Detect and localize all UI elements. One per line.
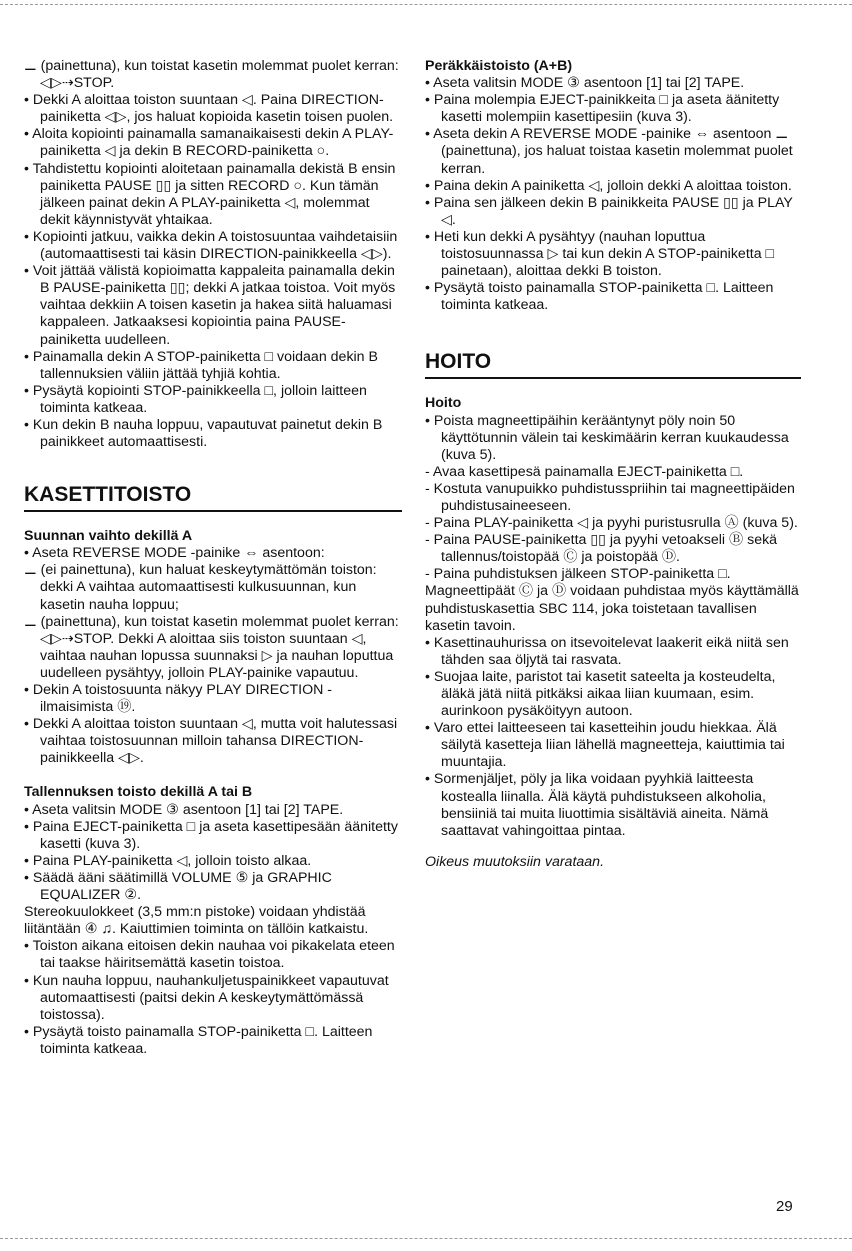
paragraph: - Paina puhdistuksen jälkeen STOP-painiketta □. <box>425 566 731 583</box>
paragraph: Stereokuulokkeet (3,5 mm:n pistoke) voidaan yhdistää liitäntään ④ ♫. Kaiuttimien toiminta on tällöin katkaistu. <box>24 904 369 938</box>
left-column <box>24 58 402 1058</box>
footer-note: Oikeus muutoksiin varataan. <box>425 853 605 870</box>
paragraph: • Sormenjäljet, pöly ja lika voidaan pyyhkiä laitteesta kostealla liinalla. Älä käytä puhdistukseen alkoholia, bensiiniä tai muita liuottimia sisältäviä aineita. Nämä saattavat vahingoittaa pintaa. <box>425 771 769 839</box>
paragraph: • Paina PLAY-painiketta ◁, jolloin toisto alkaa. <box>24 852 312 869</box>
subheading: Peräkkäistoisto (A+B) <box>425 58 573 74</box>
section-title-kasettitoisto: KASETTITOISTO <box>24 483 402 512</box>
paragraph: • Kopiointi jatkuu, vaikka dekin A toistosuuntaa vaihdetaisiin (automaattisesti tai käsin DIRECTION-painikkeella ◁▷). <box>24 228 398 263</box>
paragraph: - Avaa kasettipesä painamalla EJECT-painiketta □. <box>425 463 744 480</box>
paragraph: • Kasettinauhurissa on itsevoitelevat laakerit eikä niitä sen tähden saa öljytä tai rasvata. <box>425 634 789 668</box>
section-title-hoito: HOITO <box>425 350 801 379</box>
paragraph: • Pysäytä toisto painamalla STOP-painiketta □. Laitteen toiminta katkeaa. <box>425 280 774 314</box>
paragraph: - Paina PAUSE-painiketta ▯▯ ja pyyhi vetoakseli Ⓑ sekä tallennus/toistopää Ⓒ ja poistopää Ⓓ. <box>425 532 778 566</box>
scan-edge-bottom <box>0 1238 852 1245</box>
paragraph: - Kostuta vanupuikko puhdistusspriihin tai magneettipäiden puhdistusaineeseen. <box>425 480 795 514</box>
paragraph: ⚊ (ei painettuna), kun haluat keskeytymättömän toiston: dekki A vaihtaa automaattisesti kulkusuunnan, kun kasetin nauha loppuu; <box>24 562 377 613</box>
right-column <box>425 58 801 871</box>
paragraph: • Paina sen jälkeen dekin B painikkeita PAUSE ▯▯ ja PLAY ◁. <box>425 194 793 228</box>
paragraph: • Toiston aikana eitoisen dekin nauhaa voi pikakelata eteen tai taakse häiritsemättä kasetin toistoa. <box>24 938 395 972</box>
paragraph: • Dekki A aloittaa toiston suuntaan ◁, mutta voit halutessasi vaihtaa toistosuunnan milloin tahansa DIRECTION-painikkeella ◁▷. <box>24 716 398 767</box>
paragraph: • Aseta dekin A REVERSE MODE -painike ⇔ asentoon ⚊ (painettuna), jos haluat toistaa kasetin molemmat puolet kerran. <box>425 126 793 177</box>
page-number: 29 <box>776 1198 793 1215</box>
paragraph: • Säädä ääni säätimillä VOLUME ⑤ ja GRAPHIC EQUALIZER ②. <box>24 869 332 904</box>
paragraph: • Aseta REVERSE MODE -painike ⇔ asentoon: <box>24 545 325 562</box>
paragraph: • Pysäytä kopiointi STOP-painikkeella □, jolloin laitteen toiminta katkeaa. <box>24 382 367 416</box>
subheading: Hoito <box>425 395 462 412</box>
paragraph: • Dekin A toistosuunta näkyy PLAY DIRECTION -ilmaisimista ⑲. <box>24 682 333 716</box>
paragraph: • Paina EJECT-painiketta □ ja aseta kasettipesään äänitetty kasetti (kuva 3). <box>24 818 398 852</box>
paragraph: • Paina dekin A painiketta ◁, jolloin dekki A aloittaa toiston. <box>425 177 792 194</box>
paragraph: ⚊ (painettuna), kun toistat kasetin molemmat puolet kerran: ◁▷⇢STOP. <box>24 58 399 92</box>
paragraph: Magneettipäät Ⓒ ja Ⓓ voidaan puhdistaa myös käyttämällä puhdistuskasettia SBC 114, joka toistetaan tavallisen kasetin tavoin. <box>425 583 799 634</box>
paragraph: • Heti kun dekki A pysähtyy (nauhan loputtua toistosuunnassa ▷ tai kun dekin A STOP-painiketta □ painetaan), aloittaa dekki B toiston. <box>425 228 775 280</box>
paragraph: • Aseta valitsin MODE ③ asentoon [1] tai [2] TAPE. <box>24 801 344 818</box>
paragraph: - Paina PLAY-painiketta ◁ ja pyyhi puristusrulla Ⓐ (kuva 5). <box>425 515 798 532</box>
paragraph: • Poista magneettipäihin kerääntynyt pöly noin 50 käyttötunnin välein tai keskimäärin kerran kuukaudessa (kuva 5). <box>425 412 789 463</box>
paragraph: • Painamalla dekin A STOP-painiketta □ voidaan dekin B tallennuksien väliin jättää tyhjiä kohtia. <box>24 348 378 382</box>
paragraph: • Kun dekin B nauha loppuu, vapautuvat painetut dekin B painikkeet automaattisesti. <box>24 416 383 451</box>
paragraph: • Voit jättää välistä kopioimatta kappaleita painamalla dekin B PAUSE-painiketta ▯▯; dekki A jatkaa toistoa. Voit myös vaihtaa dekkiin A toisen kasetin ja hakea siitä haluamasi kappaleen. Jatkaaksesi kopiointia paina PAUSE-painiketta uudelleen. <box>24 263 396 348</box>
paragraph: • Aloita kopiointi painamalla samanaikaisesti dekin A PLAY-painiketta ◁ ja dekin B RECORD-painiketta ○. <box>24 126 394 160</box>
paragraph: • Tahdistettu kopiointi aloitetaan painamalla dekistä B ensin painiketta PAUSE ▯▯ ja sitten RECORD ○. Kun tämän jälkeen painat dekin A PLAY-painiketta ◁, molemmat dekit käynnistyvät yhtaikaa. <box>24 160 396 228</box>
subheading: Suunnan vaihto dekillä A <box>24 528 193 545</box>
scan-edge-top <box>0 4 852 11</box>
subheading: Tallennuksen toisto dekillä A tai B <box>24 784 253 801</box>
paragraph: • Varo ettei laitteeseen tai kasetteihin joudu hiekkaa. Älä säilytä kasetteja liian lähellä magneetteja, kaiuttimia tai muuntajia. <box>425 720 785 771</box>
paragraph: • Aseta valitsin MODE ③ asentoon [1] tai [2] TAPE. <box>425 75 745 92</box>
paragraph: • Paina molempia EJECT-painikkeita □ ja aseta äänitetty kasetti molempiin kasettipesiin (kuva 3). <box>425 92 780 126</box>
paragraph: ⚊ (painettuna), kun toistat kasetin molemmat puolet kerran: ◁▷⇢STOP. Dekki A aloittaa siis toiston suuntaan ◁, vaihtaa nauhan lopussa suunnaksi ▷ ja nauhan loputtua uudelleen pysähtyy, jolloin PLAY-painike vapautuu. <box>24 613 399 681</box>
paragraph: • Suojaa laite, paristot tai kasetit sateelta ja kosteudelta, äläkä jätä niitä pitkäksi aikaa liian kuumaan, esim. aurinkoon pysäköityyn autoon. <box>425 668 776 720</box>
paragraph: • Dekki A aloittaa toiston suuntaan ◁. Paina DIRECTION-painiketta ◁▷, jos haluat kopioida kasetin toisen puolen. <box>24 92 394 126</box>
paragraph: • Kun nauha loppuu, nauhankuljetuspainikkeet vapautuvat automaattisesti (paitsi dekin A keskeytymättömässä toistossa). <box>24 972 389 1023</box>
paragraph: • Pysäytä toisto painamalla STOP-painiketta □. Laitteen toiminta katkeaa. <box>24 1023 373 1057</box>
